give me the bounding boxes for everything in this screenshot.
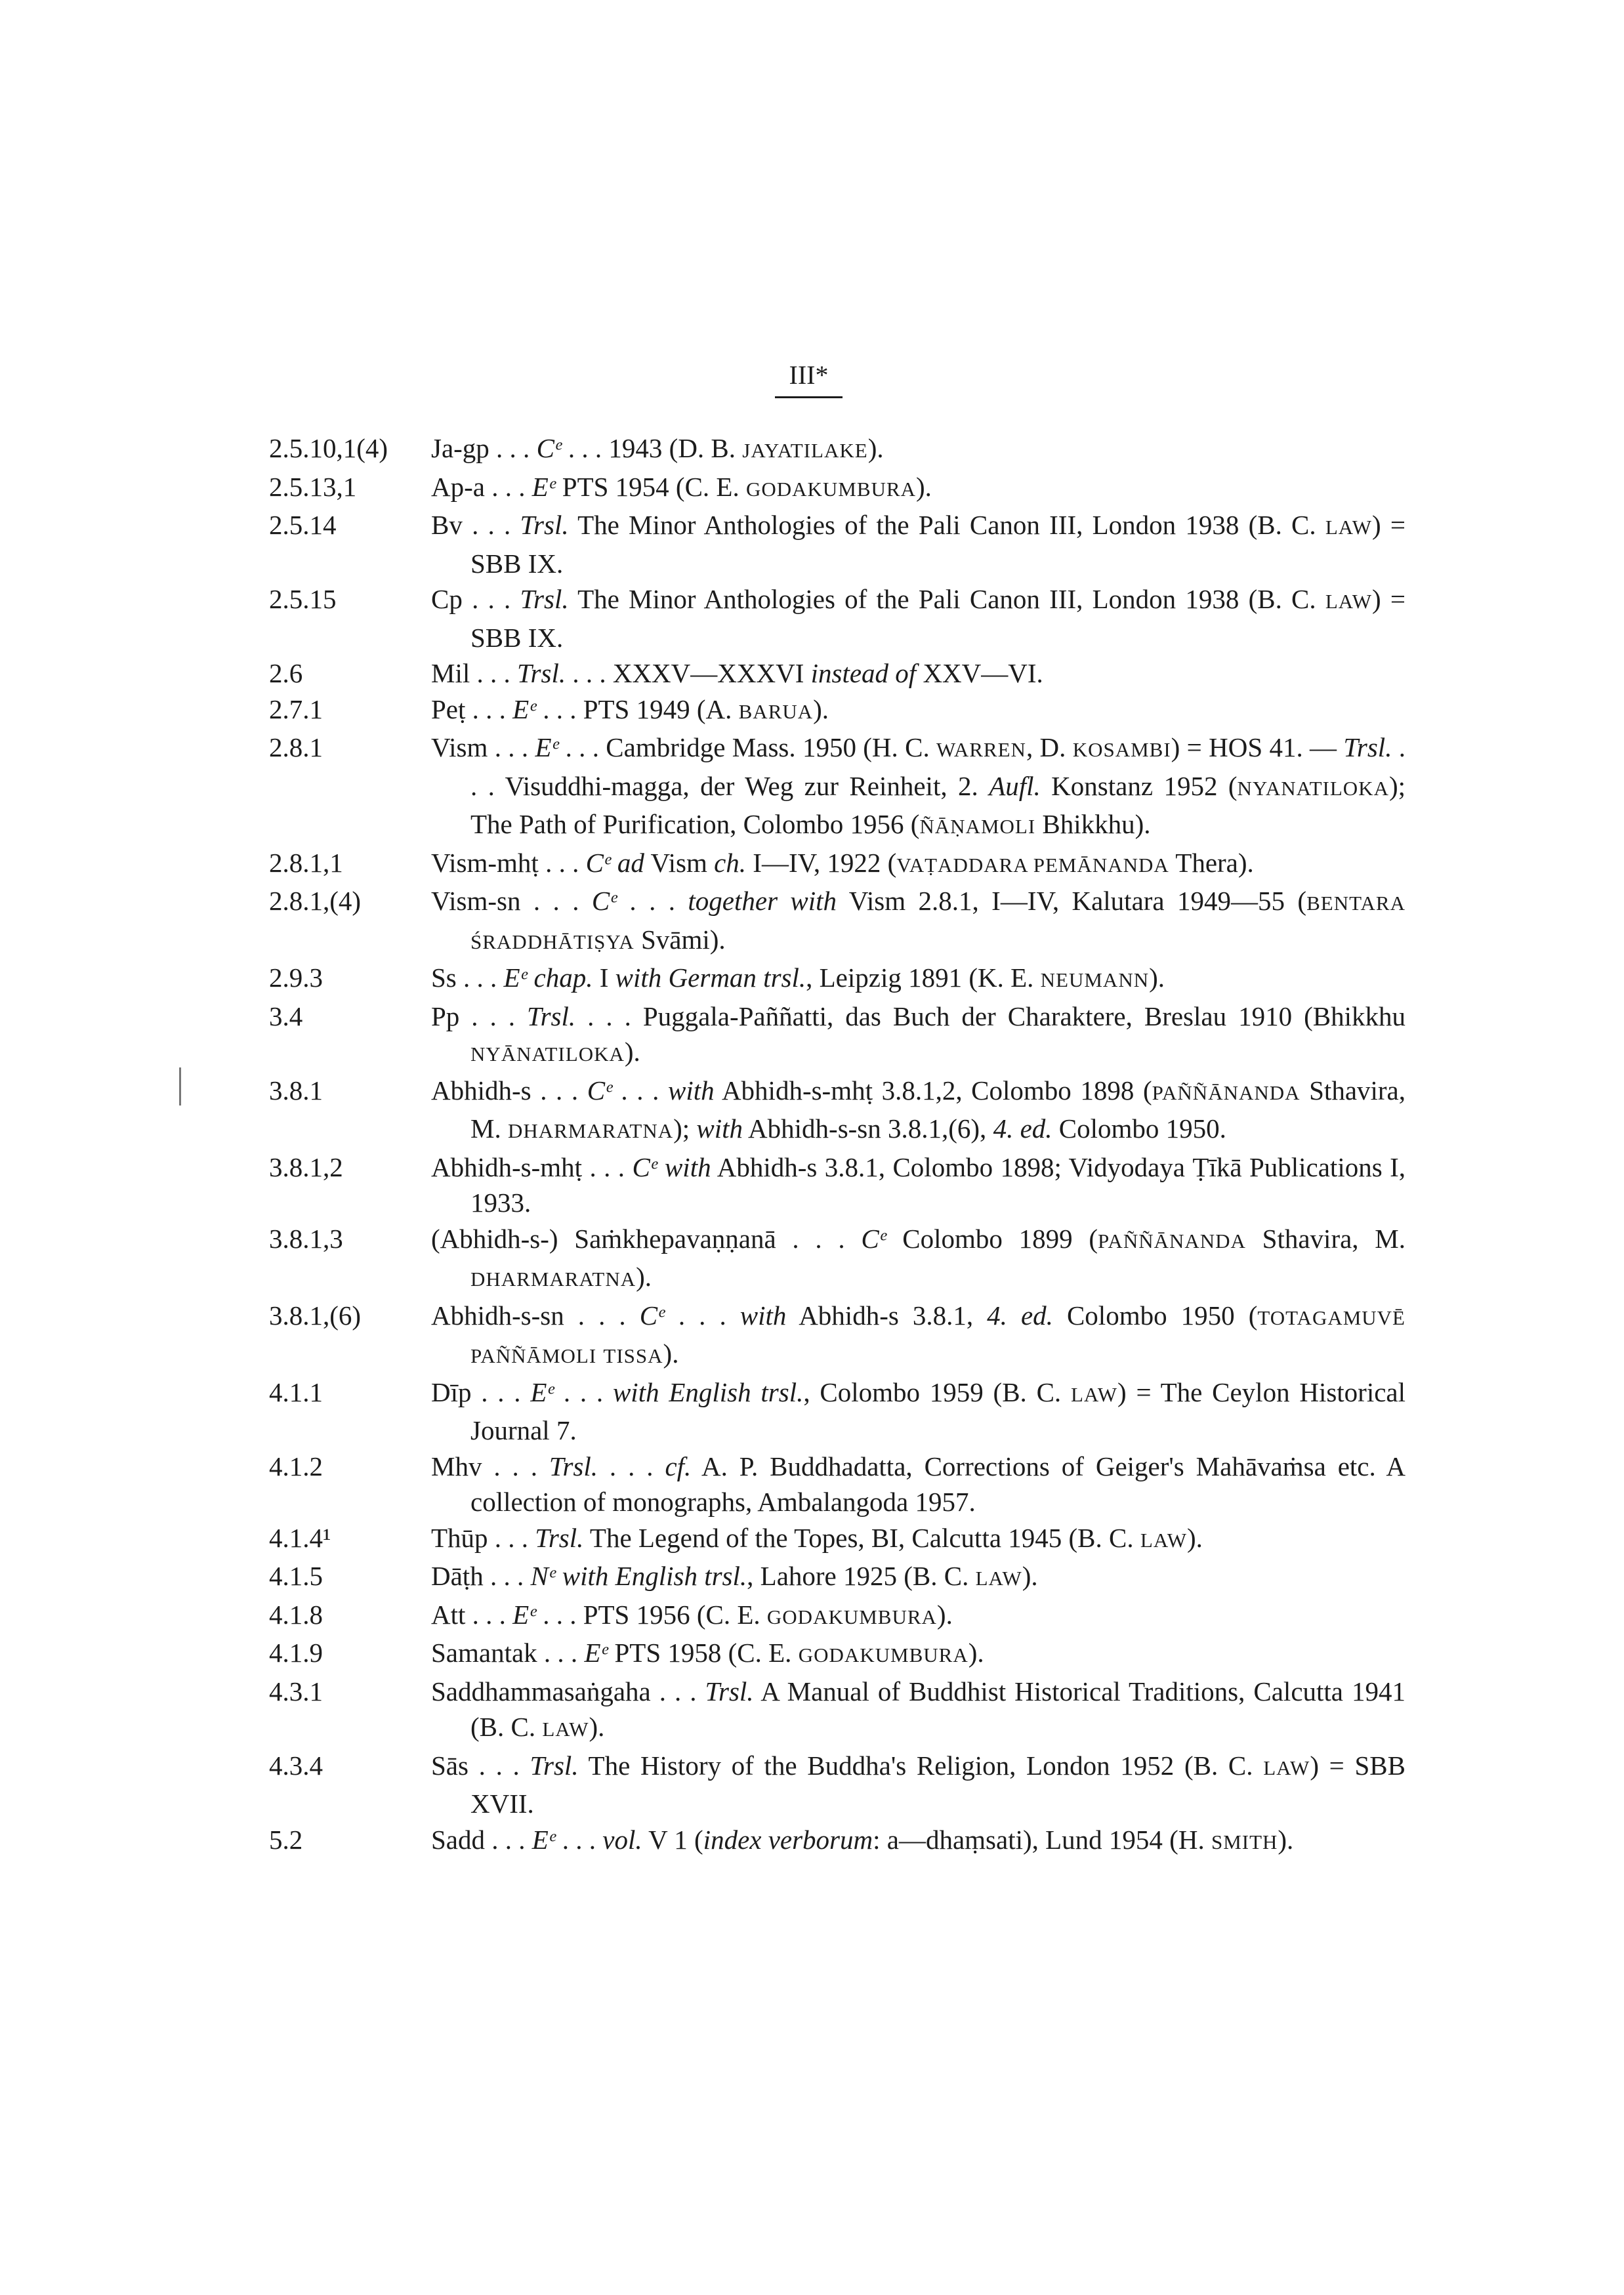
entry-text (431, 1674, 1405, 1748)
italic-term: Cᵉ (591, 886, 617, 916)
author-name: LAW (1140, 1528, 1187, 1552)
entry-text-segment: Dīp . . . (431, 1376, 531, 1407)
entry-text-segment: Sās . . . (431, 1750, 530, 1781)
author-name: DHARMARATNA (470, 1268, 636, 1291)
entry-text-segment: Thūp . . . (431, 1522, 535, 1553)
entry-row (269, 1674, 1405, 1748)
entry-text-segment: ). (936, 1599, 953, 1630)
entry-text-segment: Cp . . . (431, 584, 520, 614)
entry-text-segment: . . . Visuddhi-magga, der Weg zur Reinheit, 2. (470, 732, 1406, 801)
author-name: WARREN (936, 738, 1026, 761)
author-name: BENTARA ŚRADDHĀTIṢYA (470, 892, 1405, 953)
entry-text-segment: Pp . . . (431, 1001, 528, 1031)
entry-text-segment (596, 1338, 603, 1369)
entry-text-segment: ) = SBB XVII. (470, 1750, 1405, 1819)
entry-row (269, 430, 1405, 469)
italic-term: with (739, 1300, 787, 1331)
entry-row (269, 1375, 1405, 1449)
entry-row (269, 655, 1405, 692)
entry-text-segment: Colombo 1950 ( (1052, 1300, 1258, 1331)
entry-text-segment: . . . (664, 1300, 740, 1331)
entry-text-segment: Abhidh-s-sn . . . (431, 1300, 640, 1331)
entry-text-segment: Mhv . . . (431, 1451, 549, 1481)
entry-text-segment: Att . . . (431, 1599, 513, 1630)
entry-text-segment: The Legend of the Topes, BI, Calcutta 1945 (B. C. (583, 1522, 1140, 1553)
entry-reference: 4.3.1 (269, 1676, 323, 1706)
entry-row (269, 1748, 1405, 1822)
italic-term: Trsl. (520, 510, 569, 540)
entry-text-segment: ). (968, 1638, 984, 1668)
author-name: LAW (542, 1718, 589, 1741)
entry-row (269, 469, 1405, 508)
entry-text-segment: Abhidh-s 3.8.1, (786, 1300, 988, 1331)
entry-row (269, 1597, 1405, 1636)
entry-text-segment: ); The Path of Purification, Colombo 1956 ( (470, 770, 1405, 839)
italic-term: Eᵉ (531, 471, 556, 502)
entry-text-segment: Vism-sn . . . (431, 886, 592, 916)
entry-text (431, 999, 1405, 1073)
author-name: BARUA (738, 699, 814, 723)
entry-row (269, 1149, 1405, 1221)
entry-text-segment: Abhidh-s . . . (431, 1075, 587, 1106)
entry-text-segment: Abhidh-s-sn 3.8.1,(6), (743, 1113, 993, 1144)
author-name: LAW (1070, 1382, 1118, 1406)
entry-text-segment: . . . (598, 1451, 665, 1481)
entry-text-segment: Ap-a . . . (431, 471, 532, 502)
italic-term: Eᵉ (531, 1824, 556, 1855)
entry-reference: 5.2 (269, 1824, 303, 1855)
entry-text-segment: Bv . . . (431, 510, 520, 540)
italic-term: Cᵉ with (632, 1151, 711, 1182)
author-name: KOSAMBI (1072, 738, 1171, 761)
entry-text-segment: . . . PTS 1949 (A. (535, 693, 739, 724)
entry-text-segment: , Leipzig 1891 (K. E. (806, 962, 1041, 993)
entry-text-segment: ). (624, 1037, 640, 1067)
author-name: NEUMANN (1040, 968, 1150, 991)
entry-text (431, 1073, 1405, 1149)
italic-term: Eᵉ (512, 693, 536, 724)
entry-text-segment: . . . (554, 1376, 613, 1407)
entry-reference: 2.8.1,1 (269, 847, 343, 878)
entry-text-segment: Sthavira, M. (470, 1075, 1406, 1144)
entry-row (269, 1298, 1405, 1375)
entry-reference: 3.8.1 (269, 1075, 323, 1106)
entry-text (431, 845, 1405, 884)
entry-text-segment: ). (1149, 962, 1165, 993)
italic-term: Trsl. (520, 584, 569, 614)
entry-text-segment: Saddhammasaṅgaha . . . (431, 1676, 705, 1706)
italic-term: together with (688, 886, 837, 916)
entry-text-segment: Sthavira, M. (1245, 1223, 1405, 1254)
italic-term: 4. ed. (987, 1300, 1053, 1331)
entry-reference: 2.8.1,(4) (269, 886, 362, 916)
italic-term: with German trsl. (615, 962, 806, 993)
italic-term: Cᵉ (587, 1075, 612, 1106)
entry-text-segment: The History of the Buddha's Religion, London 1952 (B. C. (578, 1750, 1264, 1781)
entry-row (269, 1635, 1405, 1674)
author-name: NYANATILOKA (1237, 776, 1389, 800)
entry-text-segment: ); (673, 1113, 697, 1144)
entry-text-segment: Colombo 1950. (1052, 1113, 1226, 1144)
entry-text (431, 1822, 1405, 1861)
italic-term: Trsl. (527, 1001, 576, 1031)
italic-term: Eᵉ chap. (503, 962, 593, 993)
entry-reference: 3.8.1,(6) (269, 1300, 362, 1331)
entry-text-segment: . . . XXXV—XXXVI (566, 658, 811, 688)
entry-text-segment: A Manual of Buddhist Historical Traditions, Calcutta 1941 (B. C. (470, 1676, 1405, 1742)
italic-term: Trsl. (530, 1750, 579, 1781)
entry-row (269, 1822, 1405, 1861)
entry-text-segment: V 1 ( (642, 1824, 703, 1855)
entry-reference: 4.1.2 (269, 1451, 323, 1481)
entry-text (431, 469, 1405, 508)
entry-text-segment: . . . (617, 886, 688, 916)
entry-text-segment: Mil . . . (431, 658, 517, 688)
entry-text (431, 507, 1405, 581)
page-number: III* (775, 360, 843, 398)
entry-text-segment: I (593, 962, 615, 993)
entry-row (269, 1221, 1405, 1298)
italic-term: cf. (665, 1451, 692, 1481)
author-name: JAYATILAKE (742, 439, 868, 462)
author-name: GODAKUMBURA (745, 477, 916, 501)
italic-term: instead of (810, 658, 917, 688)
entry-text-segment: ) = The Ceylon Historical Journal 7. (470, 1376, 1406, 1445)
entry-text-segment: , Colombo 1959 (B. C. (803, 1376, 1071, 1407)
entry-reference: 2.9.3 (269, 962, 323, 993)
entry-text-segment: ). (589, 1712, 605, 1742)
italic-term: vol. (602, 1824, 642, 1855)
entry-text-segment: PTS 1958 (C. E. (608, 1638, 799, 1668)
entry-row (269, 1520, 1405, 1559)
italic-term: Trsl. (517, 658, 566, 688)
entry-reference: 4.1.1 (269, 1376, 323, 1407)
entry-text-segment: The Minor Anthologies of the Pali Canon III, London 1938 (B. C. (568, 510, 1325, 540)
entry-row (269, 1073, 1405, 1149)
italic-term: ch. (714, 847, 747, 878)
author-name: TOTAGAMUVĒ PAÑÑĀMOLI (470, 1306, 1405, 1367)
entry-text-segment: ). (663, 1338, 679, 1369)
italic-term: Cᵉ (861, 1223, 886, 1254)
entry-text-segment: Vism . . . (431, 732, 535, 762)
entry-row (269, 581, 1405, 655)
entry-reference: 2.5.10,1(4) (269, 433, 388, 463)
entry-text-segment: ) = HOS 41. — (1171, 732, 1344, 762)
entry-text-segment: , Lahore 1925 (B. C. (747, 1561, 976, 1591)
italic-term: Eᵉ (512, 1599, 536, 1630)
italic-term: Nᵉ with English trsl. (530, 1561, 747, 1591)
entry-text-segment: ). (636, 1262, 652, 1292)
entry-reference: 3.8.1,3 (269, 1223, 343, 1254)
italic-term: with (696, 1113, 743, 1144)
italic-term: Trsl. (1343, 732, 1392, 762)
entry-text-segment: . . . PTS 1956 (C. E. (535, 1599, 767, 1630)
entry-reference: 3.4 (269, 1001, 303, 1031)
author-name: ÑĀṆAMOLI (919, 815, 1036, 838)
author-name: TISSA (603, 1344, 663, 1367)
entry-reference: 4.1.4¹ (269, 1522, 331, 1553)
entry-text-segment: Konstanz 1952 ( (1040, 770, 1238, 801)
entry-text (431, 430, 1405, 469)
entry-text (431, 960, 1405, 999)
entry-text (431, 1221, 1405, 1298)
entry-text (431, 1520, 1405, 1559)
italic-term: Eᵉ (535, 732, 559, 762)
entry-reference: 3.8.1,2 (269, 1151, 343, 1182)
entry-text (431, 1449, 1405, 1520)
entry-text-segment: . . . (555, 1824, 603, 1855)
entry-text-segment: Vism 2.8.1, I—IV, Kalutara 1949—55 ( (837, 886, 1307, 916)
entry-text-segment: Svāmi). (634, 924, 726, 955)
italic-term: with English trsl. (612, 1376, 804, 1407)
entry-text (431, 883, 1405, 960)
entry-text-segment: ) = SBB IX. (470, 510, 1405, 579)
author-name: PAÑÑĀNANDA (1098, 1229, 1246, 1252)
italic-term: Cᵉ ad (585, 847, 644, 878)
entry-text-segment: Ja-gp . . . (431, 433, 537, 463)
entry-text-segment: Abhidh-s 3.8.1, Colombo 1898; Vidyodaya Ṭīkā Publications I, 1933. (470, 1151, 1405, 1218)
entry-text-segment: I—IV, 1922 ( (746, 847, 897, 878)
entry-text-segment: (Abhidh-s-) Saṁkhepavaṇṇanā . . . (431, 1223, 862, 1254)
entry-text (431, 1635, 1405, 1674)
entry-text-segment: ). (1187, 1522, 1203, 1553)
entry-text-segment: Colombo 1899 ( (886, 1223, 1098, 1254)
entry-text-segment: Thera). (1169, 847, 1254, 878)
entry-row (269, 692, 1405, 730)
author-name: GODAKUMBURA (766, 1605, 937, 1628)
entry-reference: 2.5.15 (269, 584, 337, 614)
entry-text (431, 1375, 1405, 1449)
entry-text (431, 692, 1405, 730)
entry-text-segment: : a—dhaṃsati), Lund 1954 (H. (873, 1824, 1211, 1855)
entry-row (269, 883, 1405, 960)
italic-term: Cᵉ (536, 433, 562, 463)
entry-text-segment: . . . (612, 1075, 668, 1106)
entry-text (431, 1149, 1405, 1221)
entry-reference: 2.7.1 (269, 693, 323, 724)
entry-text-segment: ). (1278, 1824, 1294, 1855)
entry-text-segment: Abhidh-s-mhṭ 3.8.1,2, Colombo 1898 ( (714, 1075, 1152, 1106)
entry-reference: 2.6 (269, 658, 303, 688)
italic-term: Trsl. (535, 1522, 584, 1553)
page-header (0, 360, 1624, 398)
entry-text-segment: ). (867, 433, 884, 463)
entry-text-segment: ). (1022, 1561, 1038, 1591)
entry-reference: 2.8.1 (269, 732, 323, 762)
italic-term: Eᵉ (530, 1376, 554, 1407)
entry-reference: 2.5.13,1 (269, 471, 357, 502)
entry-text-segment: ). (915, 471, 932, 502)
entry-text-segment: Samantak . . . (431, 1638, 585, 1668)
italic-term: 4. ed. (993, 1113, 1052, 1144)
entry-text-segment: Vism-mhṭ . . . (431, 847, 586, 878)
author-name: LAW (1263, 1756, 1310, 1779)
author-name: LAW (1325, 590, 1372, 613)
margin-mark (179, 1067, 181, 1106)
entry-reference: 4.1.9 (269, 1638, 323, 1668)
entry-text-segment: Sadd . . . (431, 1824, 532, 1855)
entry-row (269, 999, 1405, 1073)
entry-text-segment: ). (813, 693, 829, 724)
italic-term: Aufl. (989, 770, 1041, 801)
entry-text-segment: ) = SBB IX. (470, 584, 1405, 653)
entry-row (269, 1449, 1405, 1520)
entry-text (431, 581, 1405, 655)
entry-text-segment: Peṭ . . . (431, 693, 513, 724)
italic-term: Trsl. (705, 1676, 754, 1706)
author-name: DHARMARATNA (507, 1119, 674, 1142)
entry-text-segment: . . . 1943 (D. B. (561, 433, 743, 463)
entry-text-segment: A. P. Buddhadatta, Corrections of Geiger's Mahāvaṁsa etc. A collection of monographs, Ambalangoda 1957. (470, 1451, 1405, 1517)
entry-text-segment: Ss . . . (431, 962, 504, 993)
entry-reference: 2.5.14 (269, 510, 337, 540)
entry-text (431, 1748, 1405, 1822)
entry-text-segment: Bhikkhu). (1035, 809, 1151, 839)
italic-term: with (667, 1075, 715, 1106)
entry-row (269, 960, 1405, 999)
entry-list (269, 430, 1405, 1860)
entry-text (431, 1298, 1405, 1375)
entry-text-segment: Vism (644, 847, 715, 878)
entry-text-segment: The Minor Anthologies of the Pali Canon III, London 1938 (B. C. (568, 584, 1325, 614)
author-name: SMITH (1211, 1830, 1278, 1853)
entry-text-segment: XXV—VI. (916, 658, 1043, 688)
italic-term: index verborum (703, 1824, 873, 1855)
italic-term: Cᵉ (639, 1300, 665, 1331)
author-name: LAW (975, 1567, 1022, 1590)
entry-row (269, 1558, 1405, 1597)
entry-text (431, 655, 1405, 692)
entry-text-segment: PTS 1954 (C. E. (555, 471, 746, 502)
italic-term: Trsl. (549, 1451, 598, 1481)
author-name: PAÑÑĀNANDA (1152, 1081, 1301, 1104)
entry-reference: 4.3.4 (269, 1750, 323, 1781)
entry-reference: 4.1.8 (269, 1599, 323, 1630)
author-name: VAṬADDARA PEMĀNANDA (896, 853, 1169, 877)
entry-text (431, 1558, 1405, 1597)
italic-term: Eᵉ (584, 1638, 608, 1668)
author-name: NYĀNATILOKA (470, 1043, 625, 1065)
author-name: LAW (1325, 516, 1372, 539)
entry-text-segment: Dāṭh . . . (431, 1561, 531, 1591)
entry-row (269, 845, 1405, 884)
entry-text-segment: Abhidh-s-mhṭ . . . (431, 1151, 633, 1182)
entry-text-segment: . . . Puggala-Paññatti, das Buch der Charaktere, Breslau 1910 (Bhikkhu (575, 1001, 1405, 1031)
author-name: GODAKUMBURA (798, 1644, 968, 1666)
entry-text (431, 730, 1405, 845)
entry-row (269, 507, 1405, 581)
entry-reference: 4.1.5 (269, 1561, 323, 1591)
entry-row (269, 730, 1405, 845)
entry-text (431, 1597, 1405, 1636)
entry-text-segment: . . . Cambridge Mass. 1950 (H. C. (558, 732, 937, 762)
entry-text-segment: , D. (1026, 732, 1073, 762)
